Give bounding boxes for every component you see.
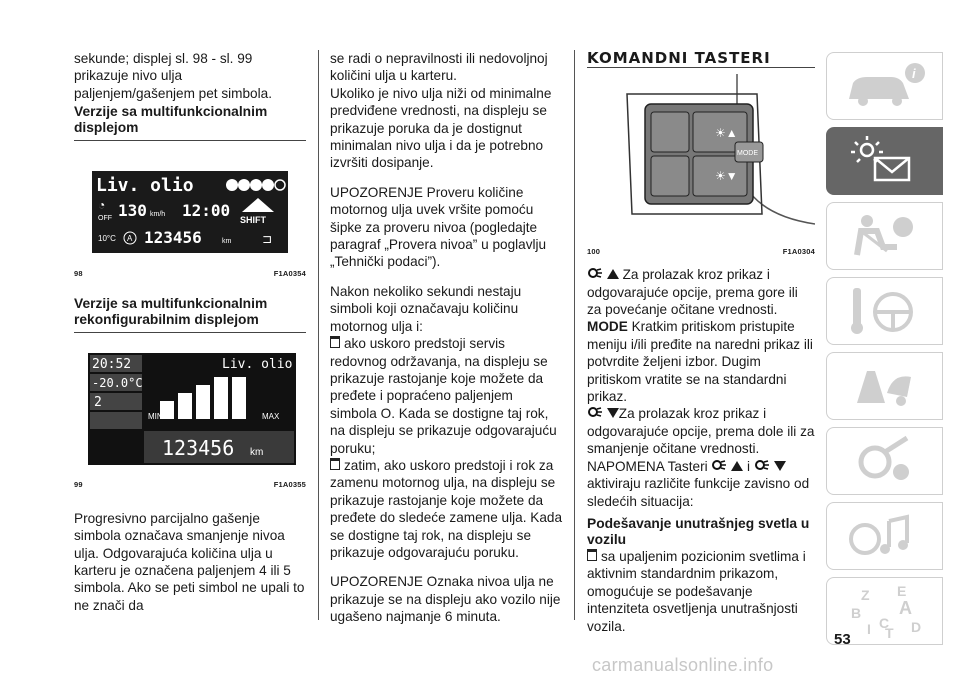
- figure-99-caption: [74, 476, 306, 493]
- heading-reconfigurable-display: Verzije sa multifunkcionalnim rekonfigurabilnim displejom: [74, 296, 268, 328]
- bullet-1: ako uskoro predstoji servis redovnog održavanja, na displeju se prikazuje rastojanje koje možete da pređete i popraćeno paljenjem simbola O. Kada se dostigne taj rok, na displeju se prikazuje odgovarajuću poruku;: [330, 336, 557, 456]
- figure-100: [587, 74, 815, 260]
- triangle-up-icon: [607, 269, 619, 279]
- figure-98-code: F1A0354: [273, 268, 306, 278]
- fig99-top-text: Liv. olio: [222, 357, 293, 373]
- speed-limiter-icon: ◔: [98, 198, 106, 213]
- fig98-time: 12:00: [182, 201, 231, 221]
- fig98-speed: 130: [118, 201, 147, 221]
- fig98-auto: A: [127, 234, 133, 244]
- figure-99: [74, 353, 306, 494]
- warning-light-envelope-icon: [827, 128, 942, 194]
- fig99-odo: 123456: [162, 436, 235, 461]
- outro-paragraph: Progresivno parcijalno gašenje simbola označava smanjenje nivoa ulja. Odgovarajuća količina ulja u karteru je označena paljenjem 4 ili 5 simbola. Ako se peti simbol ne upali to ne znači da: [74, 510, 305, 613]
- index-letter: B: [851, 605, 862, 621]
- bullet-interior-light: sa upaljenim pozicionim svetlima i aktivnim standardnim prikazom, omogućuje se podešavanje intenziteta osvetljenja unutrašnjosti vozila.: [587, 548, 806, 634]
- triangle-down-icon: [774, 461, 786, 471]
- music-note-icon: [827, 503, 942, 569]
- display-figure-98: [74, 171, 306, 256]
- headlight-level-icon: ⊐: [262, 232, 273, 247]
- paragraph-3: Nakon nekoliko sekundi nestaju simboli koji označavaju količinu motornog ulja i:: [330, 283, 522, 334]
- section-title: KOMANDNI TASTERI: [587, 49, 771, 67]
- bullet-2: zatim, ako uskoro predstoji i rok za zamenu motornog ulja, na displeju se prikazuje rastojanje koje možete da pređete do sledeće zamene ulja. Kada se dostigne taj rok, na displeju se prikazuje odgovarajuću poruku.: [330, 457, 563, 560]
- heading-rule: [74, 140, 306, 141]
- maintenance-icon: [827, 428, 942, 494]
- index-letter: A: [899, 598, 912, 618]
- figure-99-number: 99: [74, 480, 83, 490]
- tab-safety[interactable]: [826, 202, 943, 270]
- tab-car-info[interactable]: [826, 52, 943, 120]
- down-button-description: Za prolazak kroz prikaz i odgovarajuće opcije, prema dole ili za smanjenje očitane vrednosti.: [587, 406, 815, 457]
- column-right: [587, 50, 815, 635]
- fig99-min: MIN: [148, 412, 163, 422]
- index-letter: C: [879, 615, 890, 631]
- triangle-down-icon: [607, 408, 619, 418]
- airbag-seatbelt-icon: [827, 203, 942, 269]
- up-button-description: Za prolazak kroz prikaz i odgovarajuće opcije, prema gore ili za povećanje očitane vrednosti.: [587, 267, 798, 318]
- fig99-temp: -20.0°C: [92, 376, 143, 391]
- tab-multimedia[interactable]: [826, 502, 943, 570]
- steering-wheel-key-icon: [827, 278, 942, 344]
- light-bulb-icon: [711, 459, 727, 473]
- fig98-odo-unit: km: [222, 238, 232, 246]
- paragraph-warning-2: UPOZORENJE Oznaka nivoa ulja ne prikazuje se na displeju ako vozilo nije ugašeno najmanje 6 minuta.: [330, 574, 561, 625]
- fig99-time: 20:52: [92, 357, 132, 373]
- mode-button-description: MODE Kratkim pritiskom pristupite meniju i/ili pređite na naredni prikaz ili potvrdite željeni izbor. Dugim pritiskom vratite se na standardni prikaz.: [587, 319, 813, 405]
- column-divider-1: [318, 50, 319, 620]
- light-bulb-icon: [754, 459, 770, 473]
- paragraph-2: Ukoliko je nivo ulja niži od minimalne predviđene vrednosti, na displeju se prikazuje poruka da je dostignut minimalan nivo ulja i da je potrebno izvršiti dosipanje.: [330, 85, 552, 171]
- figure-100-code: F1A0304: [782, 246, 815, 256]
- index-letter: I: [867, 621, 871, 637]
- mode-label: MODE: [587, 319, 628, 335]
- fig98-temp: 10°C: [98, 234, 116, 244]
- column-left: [74, 50, 306, 614]
- fig100-mode: MODE: [737, 150, 758, 158]
- bullet-icon: [330, 458, 340, 470]
- svg-text:i: i: [912, 66, 916, 81]
- index-letter: E: [897, 583, 907, 599]
- watermark: carmanualsonline.info: [592, 655, 774, 675]
- fig98-speed-unit: km/h: [150, 211, 166, 219]
- figure-100-number: 100: [587, 246, 601, 256]
- index-letter: D: [911, 619, 922, 635]
- chapter-tab-bar: [826, 52, 941, 652]
- light-down-icon: ☀▼: [715, 169, 738, 184]
- bullet-icon: [330, 336, 340, 348]
- buttons-figure-100: [587, 74, 815, 234]
- heading-multifunction-display: Verzije sa multifunkcionalnim displejom: [74, 104, 268, 136]
- figure-98-number: 98: [74, 268, 83, 278]
- tab-maintenance[interactable]: [826, 427, 943, 495]
- intro-paragraph: sekunde; displej sl. 98 - sl. 99 prikazuje nivo ulja paljenjem/gašenjem pet simbola.: [74, 51, 272, 101]
- note-paragraph: NAPOMENA Tasteri i aktiviraju različite funkcije zavisno od sledećih situacija:: [587, 458, 810, 509]
- light-bulb-icon: [587, 267, 603, 281]
- bullet-icon: [587, 549, 597, 561]
- triangle-up-icon: [731, 461, 743, 471]
- heading-rule-2: [74, 332, 306, 333]
- tab-emergency[interactable]: [826, 352, 943, 420]
- fig99-max: MAX: [262, 412, 280, 422]
- fig99-gear: 2: [94, 395, 102, 411]
- index-letter: T: [885, 625, 894, 641]
- section-rule: [587, 67, 815, 68]
- fig98-off: OFF: [98, 215, 112, 223]
- fig99-odo-unit: km: [250, 447, 264, 459]
- figure-98-caption: [74, 265, 306, 282]
- heading-interior-light: Podešavanje unutrašnjeg svetla u vozilu: [587, 515, 810, 547]
- column-middle: [330, 50, 562, 626]
- road-assistance-icon: [827, 353, 942, 419]
- light-up-icon: ☀▲: [715, 126, 738, 141]
- tab-starting-driving[interactable]: [826, 277, 943, 345]
- figure-98: [74, 171, 306, 282]
- display-figure-99: [74, 353, 306, 468]
- figure-100-caption: [587, 243, 815, 260]
- index-letter: Z: [861, 587, 870, 603]
- tab-warning-lights[interactable]: [826, 127, 943, 195]
- car-info-icon: [827, 53, 942, 119]
- paragraph-warning-1: UPOZORENJE Proveru količine motornog ulja uvek vršite pomoću šipke za proveru nivoa (pogledajte paragraf „Provera nivoa” u poglavlju „Tehnički podaci”).: [330, 184, 547, 270]
- paragraph-1: se radi o nepravilnosti ili nedovoljnoj količini ulja u karteru.: [330, 51, 548, 84]
- fig98-odo: 123456: [144, 228, 202, 248]
- fig98-shift: SHIFT: [240, 215, 266, 226]
- figure-99-code: F1A0355: [273, 480, 306, 490]
- column-divider-2: [574, 50, 575, 620]
- light-bulb-icon: [587, 406, 603, 420]
- fig98-top-text: Liv. olio: [96, 175, 194, 197]
- page-number: 53: [834, 631, 851, 648]
